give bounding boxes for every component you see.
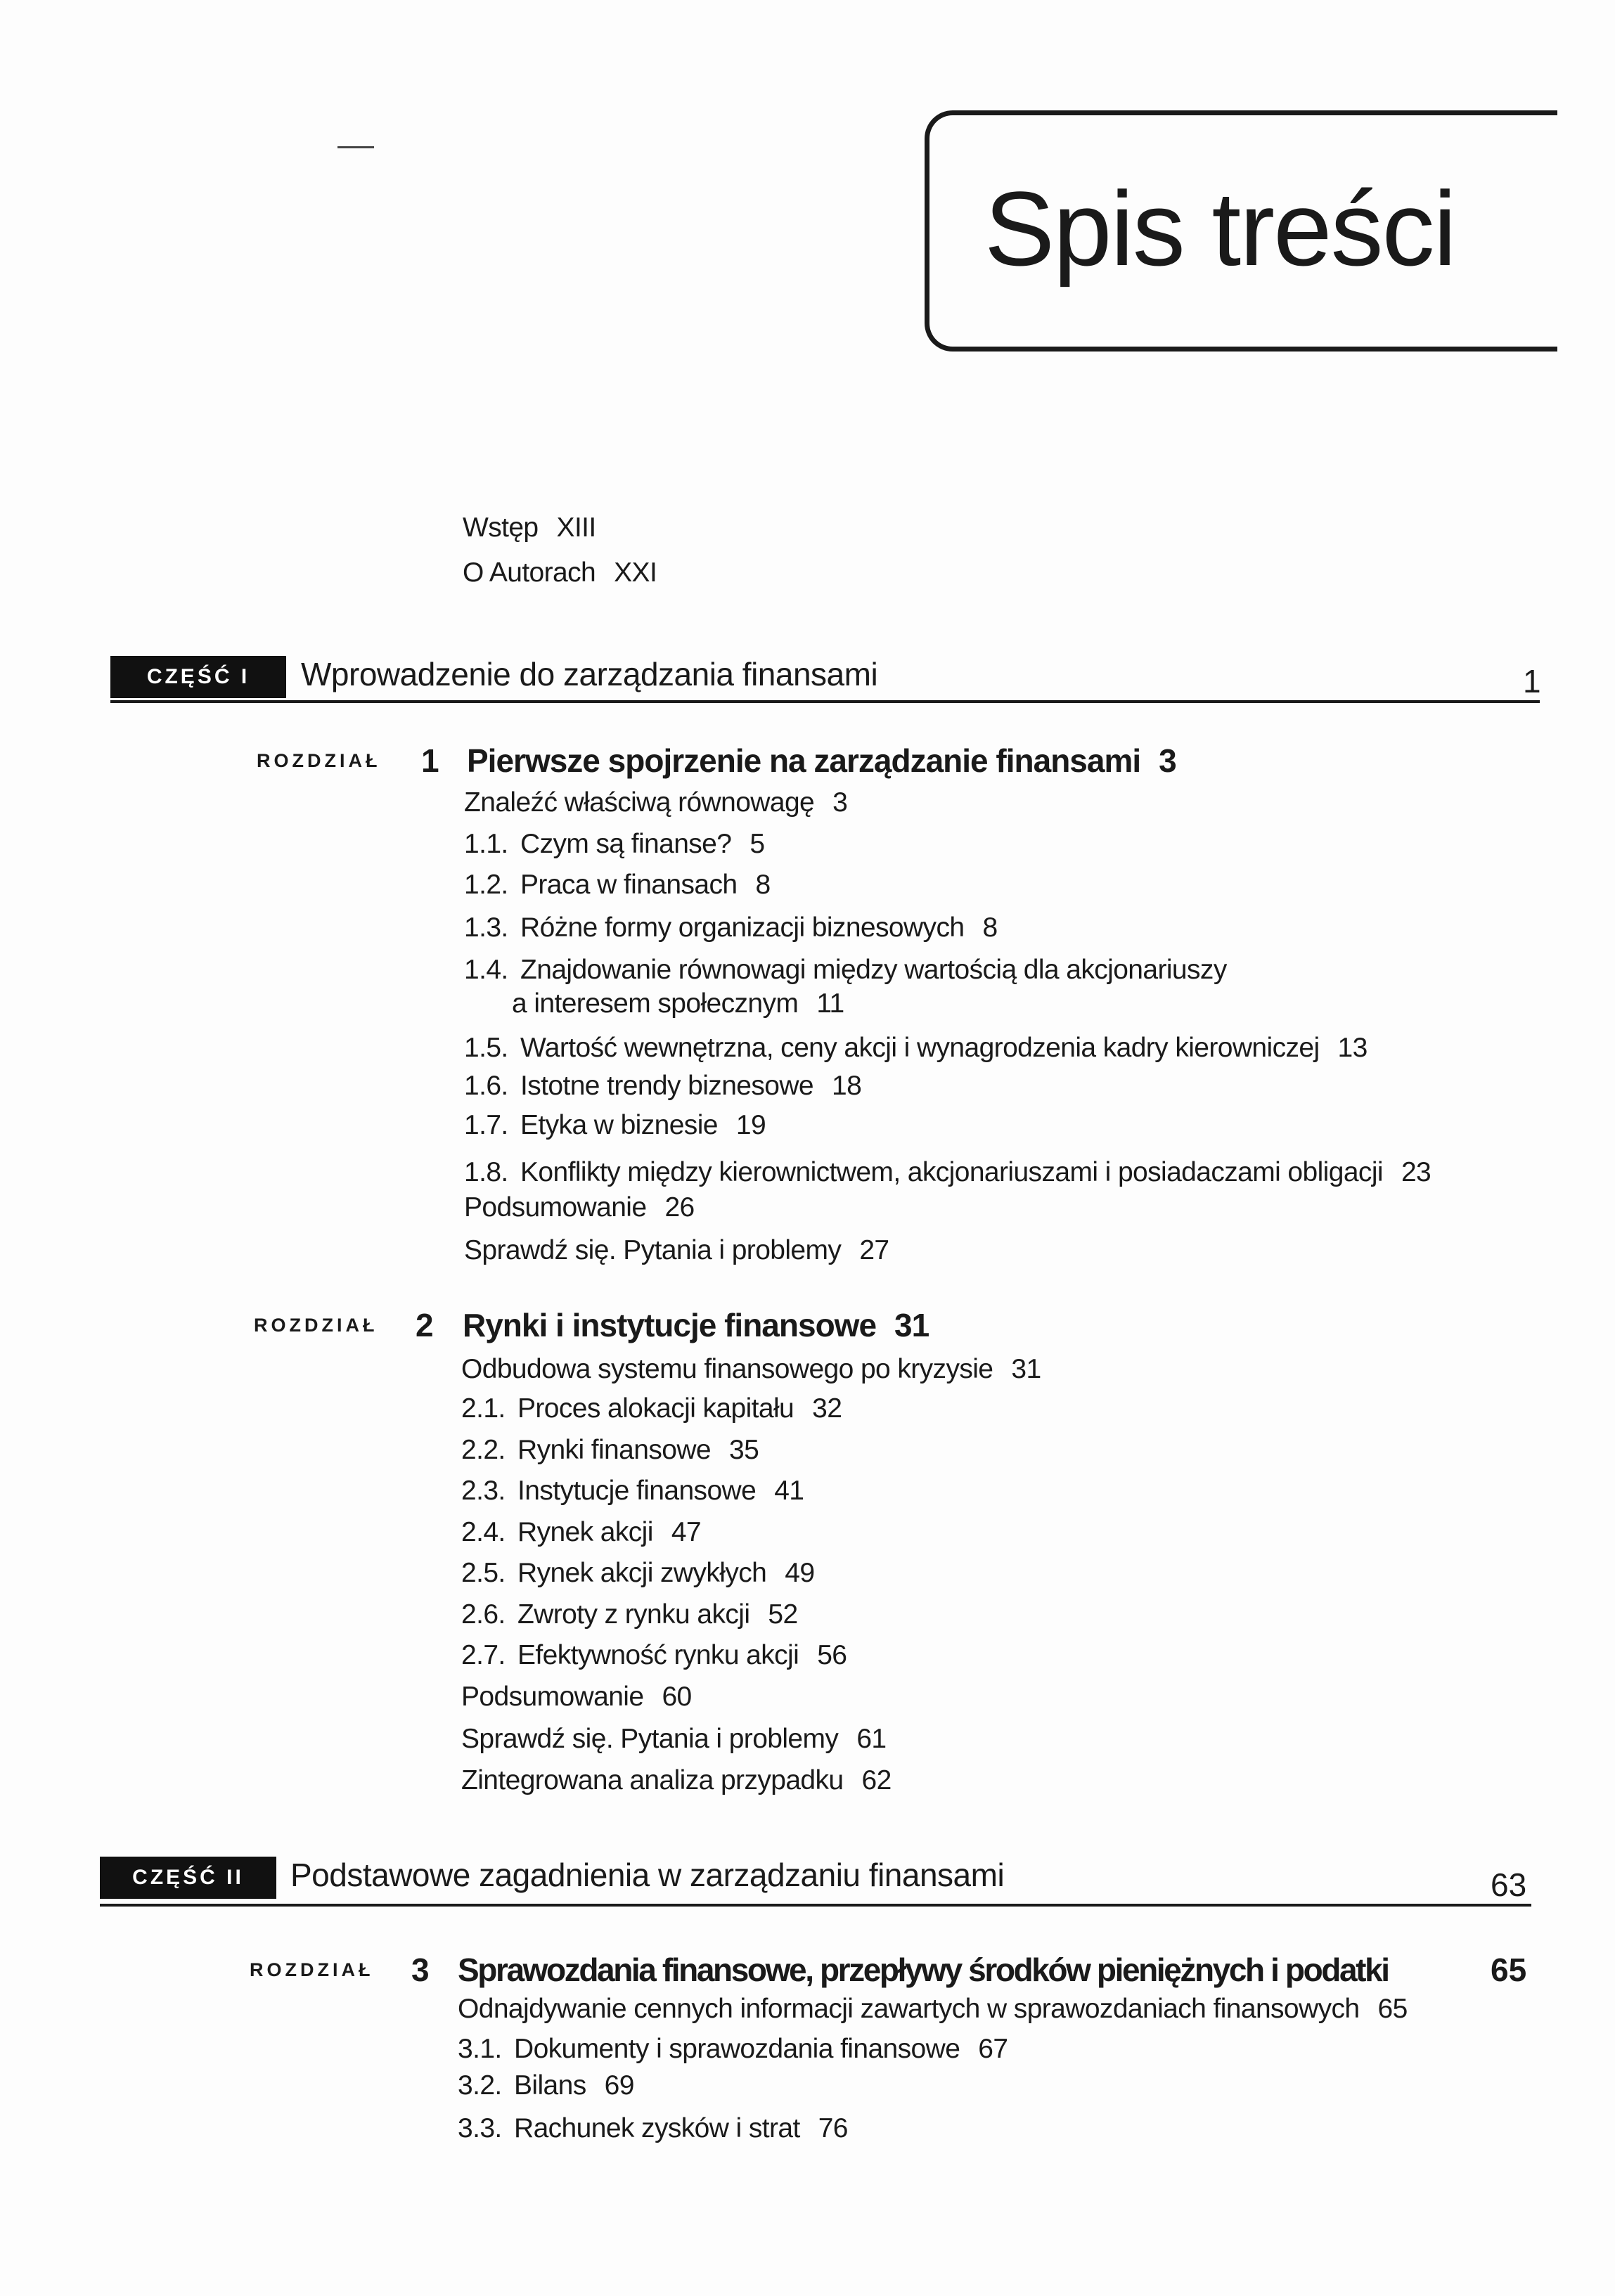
toc-entry: 2.6. Zwroty z rynku akcji 52 [461, 1599, 798, 1630]
toc-entry: Zintegrowana analiza przypadku 62 [461, 1765, 892, 1795]
scan-mark [337, 146, 374, 148]
chapter-title: Sprawozdania finansowe, przepływy środków pieniężnych i podatki [458, 1952, 1389, 1988]
toc-entry: 3.1. Dokumenty i sprawozdania finansowe 67 [458, 2034, 1008, 2064]
part-badge: CZĘŚĆ I [110, 656, 286, 698]
toc-entry: 2.5. Rynek akcji zwykłych 49 [461, 1558, 815, 1588]
toc-entry: 3.2. Bilans 69 [458, 2070, 634, 2101]
toc-entry: 1.6. Istotne trendy biznesowe 18 [464, 1071, 862, 1101]
part-page: 63 [1491, 1866, 1527, 1903]
toc-entry: Odnajdywanie cennych informacji zawartych w sprawozdaniach finansowych 65 [458, 1994, 1408, 2024]
chapter-label: ROZDZIAŁ [257, 750, 381, 771]
chapter-number: 1 [421, 742, 439, 779]
toc-entry: 1.1. Czym są finanse? 5 [464, 829, 765, 859]
toc-entry: 2.3. Instytucje finansowe 41 [461, 1476, 804, 1506]
toc-entry: 1.4. Znajdowanie równowagi między wartością dla akcjonariuszy [464, 955, 1227, 985]
toc-entry: 1.5. Wartość wewnętrzna, ceny akcji i wynagrodzenia kadry kierowniczej 13 [464, 1033, 1368, 1063]
part-title: Podstawowe zagadnienia w zarządzaniu finansami [290, 1857, 1005, 1893]
toc-entry: 1.2. Praca w finansach 8 [464, 870, 771, 900]
toc-entry: Podsumowanie 60 [461, 1682, 692, 1712]
toc-entry-continuation: a interesem społecznym 11 [512, 988, 844, 1019]
toc-entry: 2.4. Rynek akcji 47 [461, 1517, 701, 1547]
chapter-page: 65 [1491, 1952, 1527, 1988]
toc-front-entry: O Autorach XXI [463, 557, 657, 588]
page-title: Spis treści [984, 169, 1455, 288]
chapter-title: Pierwsze spojrzenie na zarządzanie finansami 3 [467, 742, 1176, 779]
part-rule [100, 1904, 1531, 1907]
toc-entry: 1.8. Konflikty między kierownictwem, akcjonariuszami i posiadaczami obligacji 23 [464, 1157, 1431, 1187]
toc-entry: 3.3. Rachunek zysków i strat 76 [458, 2113, 848, 2143]
toc-entry: Podsumowanie 26 [464, 1192, 695, 1223]
toc-entry: Sprawdź się. Pytania i problemy 27 [464, 1235, 889, 1265]
chapter-label: ROZDZIAŁ [250, 1959, 374, 1980]
chapter-number: 2 [416, 1307, 434, 1343]
toc-entry: 2.2. Rynki finansowe 35 [461, 1435, 759, 1465]
chapter-number: 3 [411, 1952, 430, 1988]
toc-entry: Odbudowa systemu finansowego po kryzysie 31 [461, 1354, 1041, 1384]
toc-entry: 1.7. Etyka w biznesie 19 [464, 1110, 766, 1140]
toc-entry: Znaleźć właściwą równowagę 3 [464, 787, 848, 818]
part-title: Wprowadzenie do zarządzania finansami [301, 656, 878, 692]
toc-entry: 1.3. Różne formy organizacji biznesowych 8 [464, 912, 998, 943]
chapter-label: ROZDZIAŁ [254, 1315, 378, 1336]
toc-entry: 2.7. Efektywność rynku akcji 56 [461, 1640, 847, 1670]
part-rule [110, 700, 1540, 703]
toc-front-entry: Wstęp XIII [463, 512, 596, 543]
chapter-title: Rynki i instytucje finansowe 31 [463, 1307, 929, 1343]
part-page: 1 [1523, 663, 1541, 699]
toc-entry: Sprawdź się. Pytania i problemy 61 [461, 1724, 887, 1754]
toc-entry: 2.1. Proces alokacji kapitału 32 [461, 1393, 842, 1424]
part-badge: CZĘŚĆ II [100, 1857, 276, 1899]
